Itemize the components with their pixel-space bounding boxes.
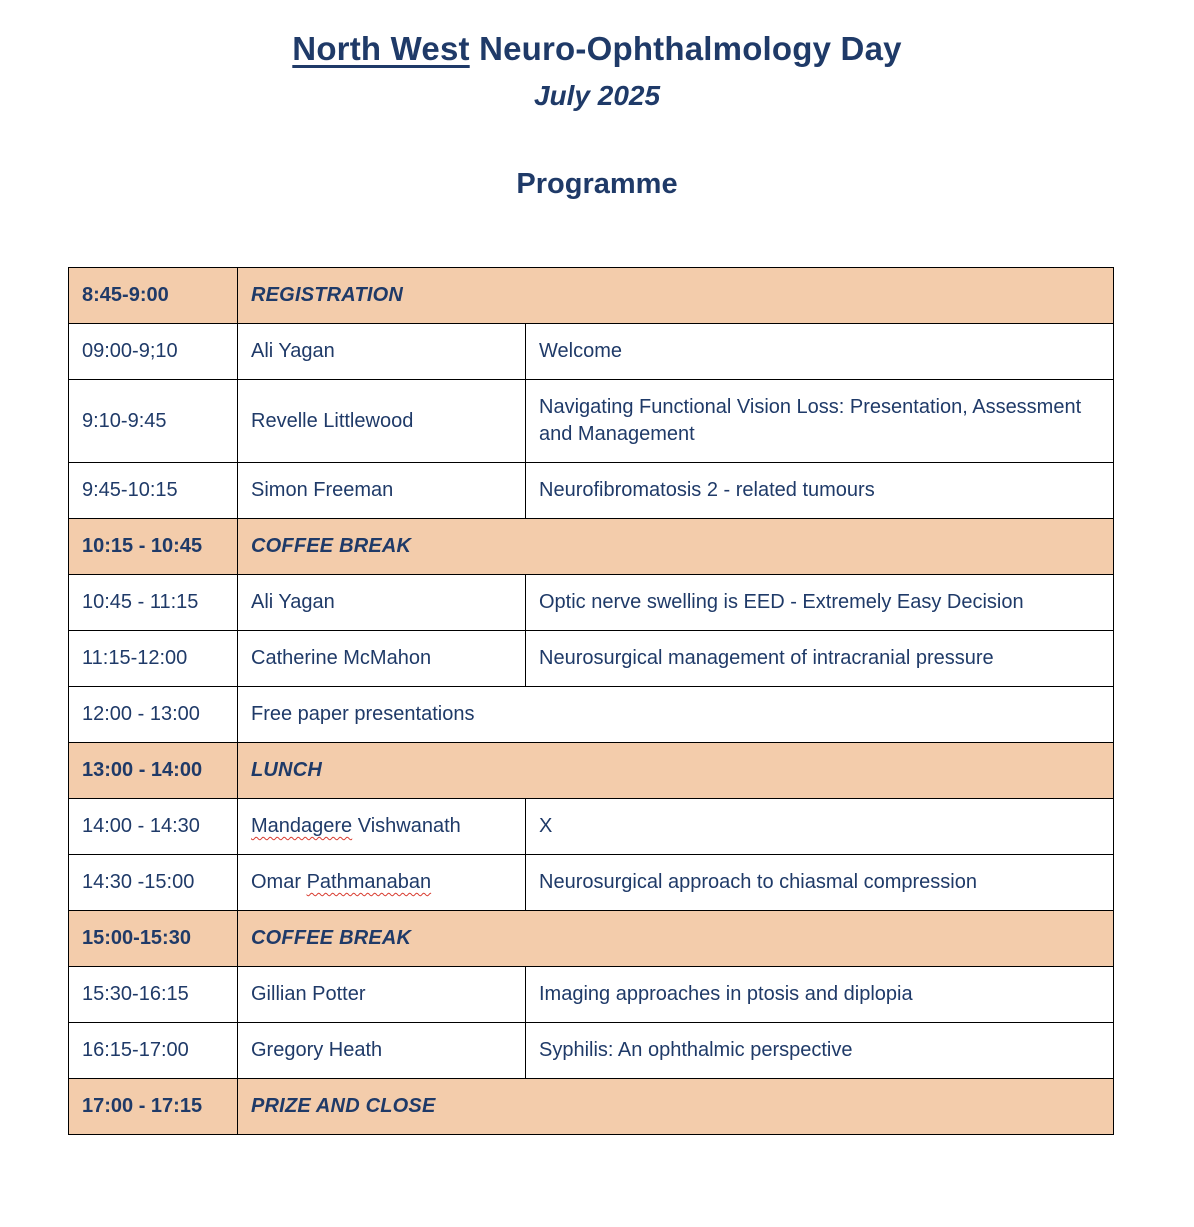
programme-row [69, 575, 1114, 631]
section-label-cell: REGISTRATION [238, 268, 1114, 324]
programme-row [69, 967, 1114, 1023]
time-cell: 11:15-12:00 [69, 631, 238, 687]
speaker-name-part: Vishwanath [352, 815, 461, 837]
time-cell: 16:15-17:00 [69, 1023, 238, 1079]
section-label-cell: LUNCH [238, 743, 1114, 799]
speaker-cell: Ali Yagan [238, 575, 526, 631]
time-cell: 14:30 -15:00 [69, 855, 238, 911]
topic-cell: Neurosurgical approach to chiasmal compression [526, 855, 1114, 911]
topic-cell: Navigating Functional Vision Loss: Presentation, Assessment and Management [526, 380, 1114, 463]
document-subtitle: July 2025 [533, 80, 661, 111]
programme-row [69, 799, 1114, 855]
title-rest-part: Neuro-Ophthalmology Day [469, 30, 902, 67]
time-cell: 9:10-9:45 [69, 380, 238, 463]
speaker-cell: Ali Yagan [238, 324, 526, 380]
time-cell: 10:45 - 11:15 [69, 575, 238, 631]
speaker-cell: Gregory Heath [238, 1023, 526, 1079]
misspelled-word: Mandagere [251, 815, 353, 837]
programme-heading: Programme [516, 168, 678, 200]
topic-cell: Optic nerve swelling is EED - Extremely Easy Decision [526, 575, 1114, 631]
programme-row [69, 855, 1114, 911]
programme-table [68, 267, 1114, 1135]
time-cell: 14:00 - 14:30 [69, 799, 238, 855]
topic-cell: Neurosurgical management of intracranial pressure [526, 631, 1114, 687]
section-label-cell: COFFEE BREAK [238, 519, 1114, 575]
time-cell: 12:00 - 13:00 [69, 687, 238, 743]
title-underlined-part: North West [292, 30, 470, 67]
speaker-cell: Catherine McMahon [238, 631, 526, 687]
programme-row [69, 463, 1114, 519]
time-cell: 10:15 - 10:45 [69, 519, 238, 575]
topic-cell: X [526, 799, 1114, 855]
section-row [69, 268, 1114, 324]
programme-row [69, 631, 1114, 687]
topic-cell: Welcome [526, 324, 1114, 380]
time-cell: 15:30-16:15 [69, 967, 238, 1023]
speaker-cell [238, 855, 526, 911]
programme-row [69, 687, 1114, 743]
time-cell: 9:45-10:15 [69, 463, 238, 519]
misspelled-word: Pathmanaban [306, 871, 432, 893]
event-cell: Free paper presentations [238, 687, 1114, 743]
section-label-cell: COFFEE BREAK [238, 911, 1114, 967]
speaker-cell: Simon Freeman [238, 463, 526, 519]
time-cell: 09:00-9;10 [69, 324, 238, 380]
topic-cell: Syphilis: An ophthalmic perspective [526, 1023, 1114, 1079]
programme-row [69, 324, 1114, 380]
time-cell: 17:00 - 17:15 [69, 1079, 238, 1135]
section-row [69, 743, 1114, 799]
speaker-cell [238, 799, 526, 855]
speaker-cell: Revelle Littlewood [238, 380, 526, 463]
topic-cell: Imaging approaches in ptosis and diplopia [526, 967, 1114, 1023]
section-row [69, 911, 1114, 967]
programme-row [69, 380, 1114, 463]
section-row [69, 519, 1114, 575]
time-cell: 15:00-15:30 [69, 911, 238, 967]
topic-cell: Neurofibromatosis 2 - related tumours [526, 463, 1114, 519]
speaker-cell: Gillian Potter [238, 967, 526, 1023]
time-cell: 13:00 - 14:00 [69, 743, 238, 799]
speaker-name-part: Omar [251, 871, 307, 893]
section-row [69, 1079, 1114, 1135]
section-label-cell: PRIZE AND CLOSE [238, 1079, 1114, 1135]
programme-row [69, 1023, 1114, 1079]
time-cell: 8:45-9:00 [69, 268, 238, 324]
document-title [0, 30, 1194, 68]
